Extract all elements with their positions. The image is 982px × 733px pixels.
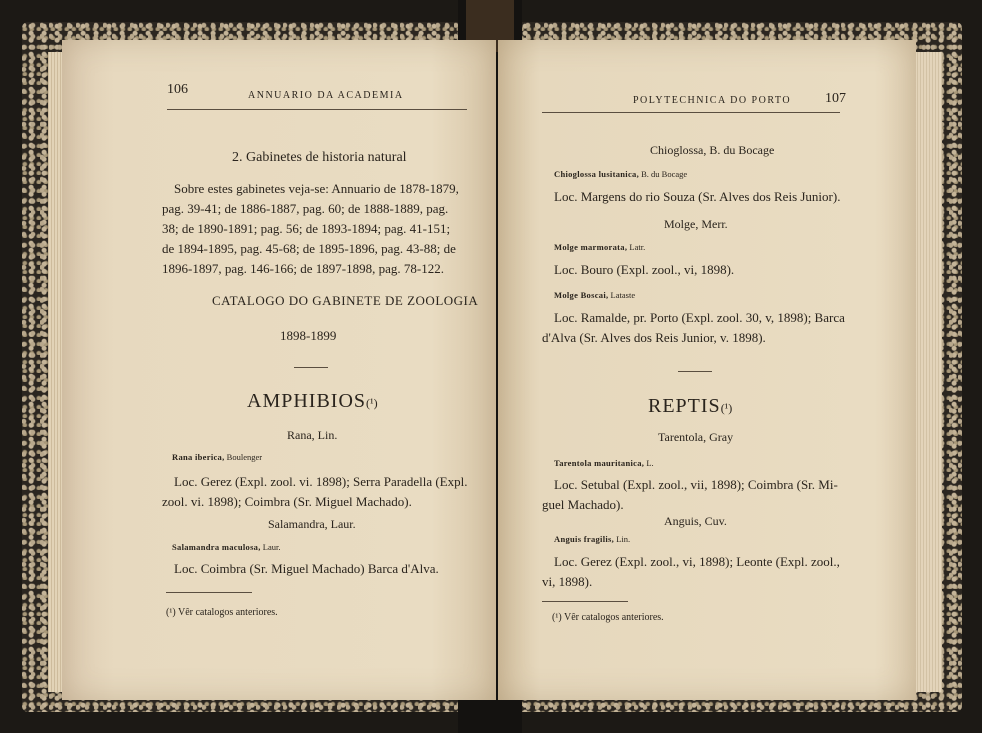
species-name: Chioglossa lusitanica,	[554, 169, 640, 179]
species-entry	[172, 542, 280, 552]
divider	[678, 371, 712, 372]
locality-line: Loc. Margens do rio Souza (Sr. Alves dos Reis Junior).	[554, 189, 841, 204]
locality-line: zool. vi. 1898); Coimbra (Sr. Miguel Machado).	[162, 494, 412, 509]
footnote-rule	[166, 592, 252, 593]
class-heading	[247, 390, 378, 413]
locality-line: Loc. Setubal (Expl. zool., vii, 1898); Coimbra (Sr. Mi-	[554, 477, 838, 492]
species-author: B. du Bocage	[641, 169, 688, 179]
genus-name: Molge, Merr.	[664, 217, 728, 231]
left-page	[62, 40, 496, 700]
genus-name: Chioglossa, B. du Bocage	[650, 143, 775, 157]
locality-line: Loc. Coimbra (Sr. Miguel Machado) Barca d'Alva.	[174, 561, 439, 576]
right-page	[498, 40, 916, 700]
class-heading-text: REPTIS	[648, 395, 721, 417]
genus-name: Anguis, Cuv.	[664, 514, 727, 528]
intro-line: de 1894-1895, pag. 45-68; de 1895-1896, pag. 43-88; de	[162, 241, 456, 256]
class-heading	[648, 395, 732, 418]
species-entry	[554, 458, 654, 468]
footnote-mark: (¹)	[720, 401, 733, 415]
footnote: (¹) Vêr catalogos anteriores.	[166, 607, 278, 618]
species-name: Rana iberica,	[172, 452, 225, 462]
section-title: 2. Gabinetes de historia natural	[232, 150, 407, 165]
page-number: 107	[825, 91, 846, 106]
running-head: POLYTECHNICA DO PORTO	[633, 95, 792, 106]
intro-line: 1896-1897, pag. 146-166; de 1897-1898, pag. 78-122.	[162, 261, 444, 276]
genus-name: Rana, Lin.	[287, 428, 338, 442]
right-page-edges	[914, 52, 942, 692]
header-rule	[542, 112, 840, 113]
species-entry	[172, 452, 262, 462]
species-name: Molge Boscai,	[554, 290, 609, 300]
locality-line: Loc. Gerez (Expl. zool. vi. 1898); Serra Paradella (Expl.	[174, 474, 468, 489]
footnote-mark: (¹)	[366, 396, 378, 410]
species-entry	[554, 169, 687, 179]
locality-line: d'Alva (Sr. Alves dos Reis Junior, v. 1898).	[542, 330, 766, 345]
locality-line: vi, 1898).	[542, 574, 593, 589]
species-author: Boulenger	[226, 452, 263, 462]
species-author: Laur.	[262, 542, 281, 552]
genus-name: Tarentola, Gray	[658, 430, 734, 444]
locality-line: Loc. Ramalde, pr. Porto (Expl. zool. 30, v, 1898); Barca	[554, 310, 845, 325]
page-number: 106	[167, 82, 188, 97]
species-author: Lataste	[610, 290, 636, 300]
locality-line: Loc. Gerez (Expl. zool., vi, 1898); Leonte (Expl. zool.,	[554, 554, 840, 569]
species-name: Tarentola mauritanica,	[554, 458, 645, 468]
species-author: Lin.	[616, 534, 631, 544]
catalog-years: 1898-1899	[280, 328, 337, 343]
class-heading-text: AMPHIBIOS	[247, 390, 367, 412]
species-entry	[554, 290, 635, 300]
species-entry	[554, 242, 645, 252]
locality-line: guel Machado).	[542, 497, 624, 512]
footnote-rule	[542, 601, 628, 602]
species-name: Salamandra maculosa,	[172, 542, 261, 552]
species-author: Latr.	[629, 242, 646, 252]
species-name: Anguis fragilis,	[554, 534, 615, 544]
header-rule	[167, 109, 467, 110]
species-author: L.	[646, 458, 654, 468]
footnote: (¹) Vêr catalogos anteriores.	[552, 612, 664, 623]
intro-line: pag. 39-41; de 1886-1887, pag. 60; de 1888-1889, pag.	[162, 201, 449, 216]
catalog-title: CATALOGO DO GABINETE DE ZOOLOGIA	[212, 293, 479, 308]
species-entry	[554, 534, 630, 544]
running-head: ANNUARIO DA ACADEMIA	[248, 90, 404, 101]
intro-line: Sobre estes gabinetes veja-se: Annuario de 1878-1879,	[174, 181, 459, 196]
genus-name: Salamandra, Laur.	[268, 517, 356, 531]
locality-line: Loc. Bouro (Expl. zool., vi, 1898).	[554, 262, 735, 277]
species-name: Molge marmorata,	[554, 242, 628, 252]
divider	[294, 367, 328, 368]
intro-line: 38; de 1890-1891; pag. 56; de 1893-1894; pag. 41-151;	[162, 221, 451, 236]
